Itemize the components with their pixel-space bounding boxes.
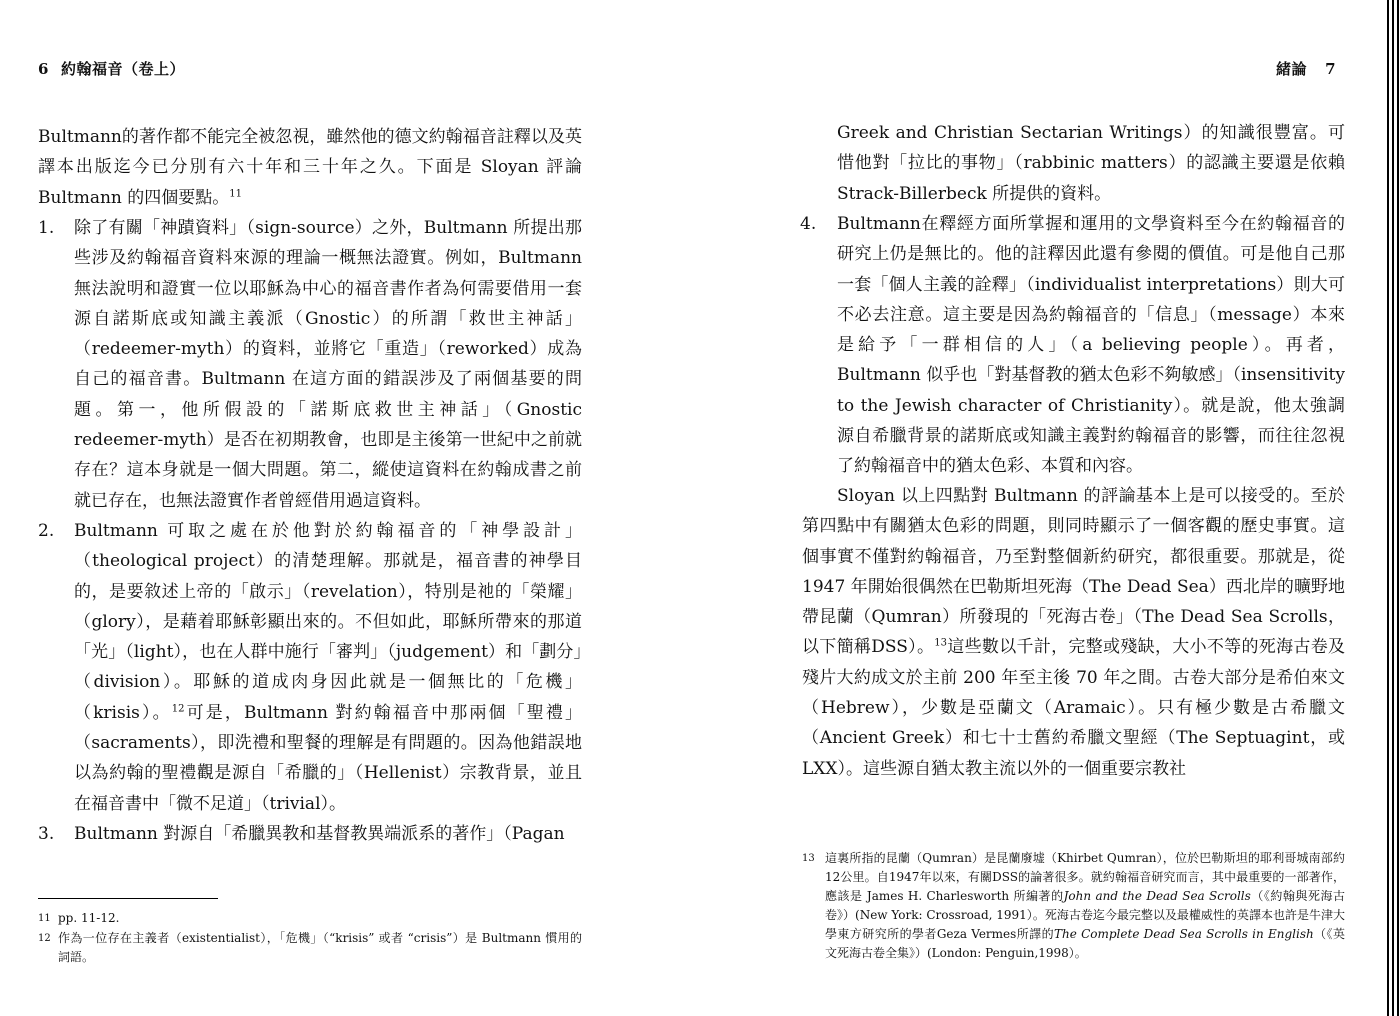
list-item-1: 除了有關「神蹟資料」（sign-source）之外，Bultmann 所提出那些涉及約翰福音資料來源的理論一概無法證實。例如，Bultmann 無法說明和證實一位以耶穌為中心的福音書作者為何需要借用一套源自諾斯底或知識主義派（Gnostic）的所謂「救世主神話」（redeemer-myth）的資料，並將它「重造」（reworked）成為自己的福音書。Bultmann 在這方面的錯誤涉及了兩個基要的問題。第一，他所假設的「諾斯底救世主神話」（Gnostic redeemer-myth）是否在初期教會，也即是主後第一世紀中之前就存在？這本身就是一個大問題。第二，縱使這資料在約翰成書之前就已存在，也無法證實作者曾經借用過這資料。 bbox=[74, 218, 582, 511]
left-page bbox=[0, 0, 620, 1016]
list-number-1: 1. bbox=[38, 218, 55, 238]
footnote-12: 12 作為一位存在主義者（existentialist），「危機」（“krisis” 或者 “crisis”）是 Bultmann 慣用的詞語。 bbox=[38, 931, 582, 964]
binding-edge bbox=[1384, 0, 1400, 1016]
list-item-2: Bultmann 可取之處在於他對於約翰福音的「神學設計」（theological project）的清楚理解。那就是，福音書的神學目的，是要敘述上帝的「啟示」（revelation），特別是祂的「榮耀」（glory），是藉着耶穌彰顯出來的。不但如此，耶穌所帶來的那道「光」（light），也在人群中施行「審判」（judgement）和「劃分」（division）。耶穌的道成肉身因此就是一個無比的「危機」（krisis）。$^{12}$可是，Bultmann 對約翰福音中那兩個「聖禮」（sacraments），即洗禮和聖餐的理解是有問題的。因為他錯誤地以為約翰的聖禮觀是源自「希臘的」（Hellenist）宗教背景，並且在福音書中「微不足道」（trivial）。 bbox=[74, 521, 582, 814]
left-footnote-rule bbox=[38, 898, 218, 899]
intro-paragraph: Bultmann的著作都不能完全被忽視，雖然他的德文約翰福音註釋以及英譯本出版迄今已分別有六十年和三十年之久。下面是 Sloyan 評論 Bultmann 的四個要點。$^{11}$ bbox=[38, 127, 582, 208]
right-page-number: 7 bbox=[1325, 60, 1336, 78]
list-number-4: 4. bbox=[800, 214, 817, 234]
right-running-head bbox=[1276, 58, 1336, 79]
footnote-ref-12: 12 bbox=[171, 703, 185, 715]
footnote-ref-11: 11 bbox=[229, 187, 243, 199]
book-title-charlesworth: John and the Dead Sea Scrolls bbox=[1063, 889, 1251, 903]
list-item-4: Bultmann在釋經方面所掌握和運用的文學資料至今在約翰福音的研究上仍是無比的。他的註釋因此還有參閱的價值。可是他自己那一套「個人主義的詮釋」（individualist interpretations）則大可不必去注意。這主要是因為約翰福音的「信息」（message）本來是給予「一群相信的人」（a believing people）。再者，Bultmann 似乎也「對基督教的猶太色彩不夠敏感」（insensitivity to the Jewish character of Christianity）。就是說，他太強調源自希臘背景的諾斯底或知識主義對約翰福音的影響，而往往忽視了約翰福音中的猶太色彩、本質和內容。 bbox=[837, 214, 1345, 477]
left-book-title: 約翰福音（卷上） bbox=[60, 60, 185, 78]
right-chapter-title: 緒論 bbox=[1276, 60, 1308, 78]
footnote-ref-13: 13 bbox=[934, 637, 947, 649]
book-title-vermes: The Complete Dead Sea Scrolls in English bbox=[1054, 927, 1314, 941]
left-running-head bbox=[38, 58, 185, 79]
footnote-13: 13 這裏所指的昆蘭（Qumran）是昆蘭廢墟（Khirbet Qumran），位於巴勒斯坦的耶利哥城南部約12公里。自1947年以來，有關DSS的論著很多。就約翰福音研究而言，其中最重要的一部著作，應該是 James H. Charlesworth 所編著的John and the Dead Sea Scrolls（《約翰與死海古卷》）(New York: Crossroad, 1991）。死海古卷迄今最完整以及最權威性的英譯本也許是牛津大學東方研究所的學者Geza Vermes所譯的The Complete Dead Sea Scrolls in English（《英文死海古卷全集》）(London: Penguin,1998）。 bbox=[802, 851, 1345, 960]
left-page-number: 6 bbox=[38, 60, 49, 78]
list-item-3: Bultmann 對源自「希臘異教和基督教異端派系的著作」（Pagan bbox=[74, 824, 565, 844]
right-page bbox=[760, 0, 1380, 1016]
body-paragraph: Sloyan 以上四點對 Bultmann 的評論基本上是可以接受的。至於第四點中有關猶太色彩的問題，則同時顯示了一個客觀的歷史事實。這個事實不僅對約翰福音，乃至對整個新約研究，都很重要。那就是，從 1947 年開始很偶然在巴勒斯坦死海（The Dead Sea）西北岸的曠野地帶昆蘭（Qumran）所發現的「死海古卷」（The Dead Sea Scrolls，以下簡稱DSS）。$^{13}$這些數以千計，完整或殘缺，大小不等的死海古卷及殘片大約成文於主前 200 年至主後 70 年之間。古卷大部分是希伯來文（Hebrew），少數是亞蘭文（Aramaic）。只有極少數是古希臘文（Ancient Greek）和七十士舊約希臘文聖經（The Septuagint，或LXX）。這些源自猶太教主流以外的一個重要宗教社 bbox=[802, 486, 1346, 779]
list-number-3: 3. bbox=[38, 824, 55, 844]
list-number-2: 2. bbox=[38, 521, 55, 541]
footnote-11: 11 pp. 11-12. bbox=[38, 911, 120, 925]
list-item-3-continued: Greek and Christian Sectarian Writings）的知識很豐富。可惜他對「拉比的事物」（rabbinic matters）的認識主要還是依賴 Strack-Billerbeck 所提供的資料。 bbox=[837, 123, 1345, 204]
